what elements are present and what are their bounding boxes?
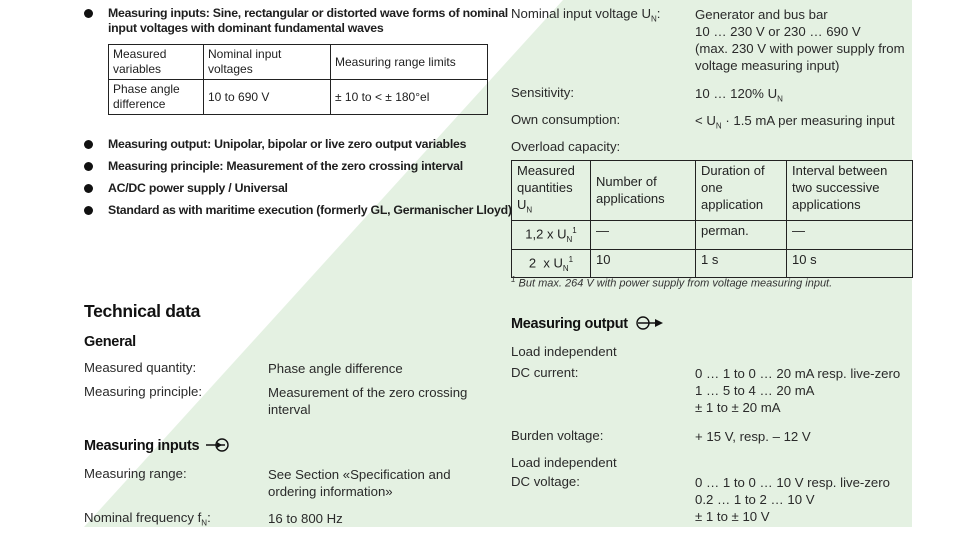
nominal-input-voltage-value: Generator and bus bar 10 … 230 V or 230 … 690 V (max. 230 V with power supply from voltage measuring input) xyxy=(695,7,905,73)
sensitivity-label: Sensitivity: xyxy=(511,85,575,100)
measured-quantity-value: Phase angle difference xyxy=(268,361,403,376)
bullet-dot-icon xyxy=(84,140,93,149)
table-row: 1,2 x $U_N^1$ — perman. — xyxy=(512,220,913,249)
burden-voltage-label: Burden voltage: xyxy=(511,428,604,443)
bullet-dot-icon xyxy=(84,162,93,171)
overload-header-quantity: Measured quantities $U_N$ xyxy=(512,161,591,221)
bullet-dot-icon xyxy=(84,184,93,193)
measuring-range-label: Measuring range: xyxy=(84,466,187,481)
table-row: 2 x $U_N^1$ 10 1 s 10 s xyxy=(512,249,913,278)
nominal-input-voltage-label: Nominal input voltage $U_N$: xyxy=(511,6,661,24)
nominal-frequency-label: Nominal frequency $f_N$: xyxy=(84,510,211,528)
dc-current-value: 0 … 1 to 0 … 20 mA resp. live-zero 1 … 5 to 4 … 20 mA ± 1 to ± 20 mA xyxy=(695,366,901,415)
table-row: Measured variables Nominal input voltages Measuring range limits xyxy=(109,45,488,80)
overload-capacity-label: Overload capacity: xyxy=(511,139,621,154)
sensitivity-value: 10 … 120% $U_N$ xyxy=(695,86,783,104)
load-independent-voltage-label: Load independent xyxy=(511,455,617,470)
load-independent-current-label: Load independent xyxy=(511,344,617,359)
input-arrow-icon xyxy=(205,438,231,452)
own-consumption-label: Own consumption: xyxy=(511,112,621,127)
general-heading: General xyxy=(84,334,136,350)
table-row: Phase angle difference 10 to 690 V ± 10 to < ± 180°el xyxy=(109,80,488,115)
bullet-dot-icon xyxy=(84,206,93,215)
own-consumption-value: < $U_N \cdot 1.5$ mA per measuring input xyxy=(695,113,895,131)
nominal-frequency-value: 16 to 800 Hz xyxy=(268,511,343,526)
measuring-principle-label: Measuring principle: xyxy=(84,384,203,399)
dc-current-label: DC current: xyxy=(511,365,579,380)
table-row: Measured quantities $U_N$ Number of applications Duration of one application Interval between two successive applications xyxy=(512,161,913,221)
overload-footnote: $^1$ But max. 264 V with power supply from voltage measuring input. xyxy=(511,275,833,290)
technical-data-heading: Technical data xyxy=(84,301,201,321)
overload-table xyxy=(511,160,913,278)
burden-voltage-value: + 15 V, resp. – 12 V xyxy=(695,429,811,444)
measured-quantity-label: Measured quantity: xyxy=(84,360,197,375)
measuring-inputs-heading: Measuring inputs xyxy=(84,438,231,454)
measuring-principle-value: Measurement of the zero crossing interval xyxy=(268,385,468,417)
dc-voltage-value: 0 … 1 to 0 … 10 V resp. live-zero 0.2 … 1 to 2 … 10 V ± 1 to ± 10 V xyxy=(695,475,890,524)
measuring-range-value: See Section «Specification and ordering information» xyxy=(268,467,451,499)
summary-table xyxy=(108,44,488,115)
dc-voltage-label: DC voltage: xyxy=(511,474,580,489)
bullet-dot-icon xyxy=(84,9,93,18)
measuring-output-heading: Measuring output xyxy=(511,316,665,332)
output-arrow-icon xyxy=(635,316,665,330)
